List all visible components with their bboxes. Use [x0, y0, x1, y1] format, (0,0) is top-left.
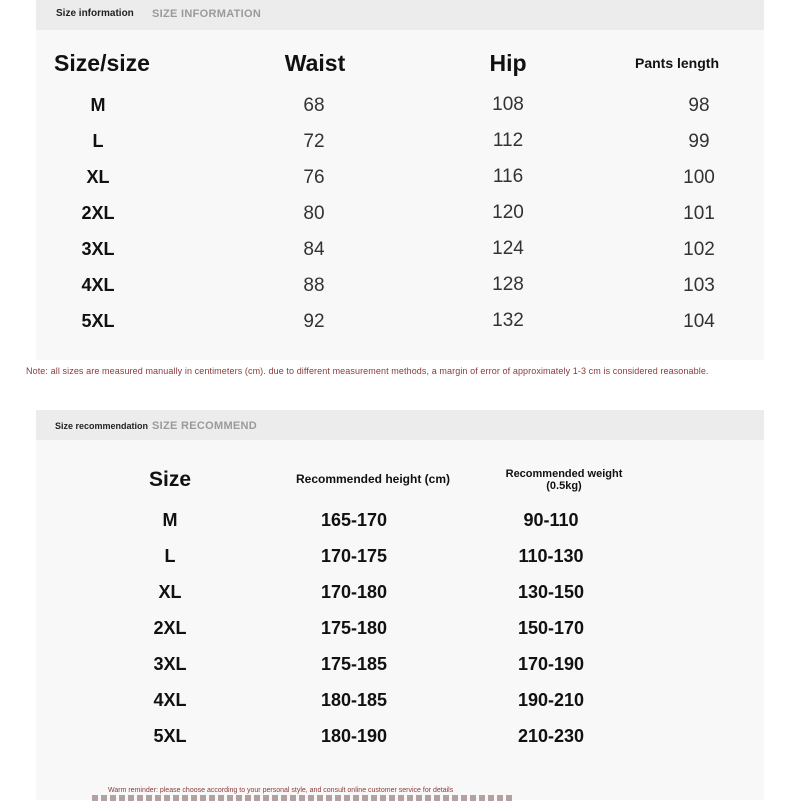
waist-cell: 72 [303, 131, 325, 152]
waist-cell: 68 [303, 95, 325, 116]
header-rec-height: Recommended height (cm) [295, 472, 451, 486]
rec-weight-cell: 90-110 [523, 510, 579, 530]
rec-size-cell: M [162, 510, 178, 530]
rec-height-cell: 170-180 [320, 582, 388, 602]
waist-cell: 76 [303, 167, 325, 188]
waist-cell: 80 [303, 203, 325, 224]
size-cell: 3XL [81, 239, 115, 259]
size-recommend-panel [36, 440, 764, 800]
size-cell: 2XL [81, 203, 115, 223]
rec-size-cell: 5XL [153, 726, 187, 746]
pants-length-cell: 100 [683, 167, 715, 188]
rec-weight-cell: 150-170 [517, 618, 585, 638]
size-recommend-label: Size recommendation [55, 421, 149, 431]
size-info-label: Size information [56, 8, 134, 19]
hip-cell: 132 [492, 310, 524, 331]
header-hip: Hip [489, 50, 527, 76]
hip-cell: 128 [492, 274, 524, 295]
size-cell: M [90, 95, 106, 115]
rec-height-cell: 180-190 [320, 726, 388, 746]
rec-height-cell: 175-185 [320, 654, 388, 674]
header-rec-size: Size [148, 468, 192, 491]
hip-cell: 112 [492, 130, 524, 151]
rec-size-cell: L [164, 546, 176, 566]
waist-cell: 92 [303, 311, 325, 332]
rec-weight-cell: 110-130 [518, 546, 584, 566]
measurement-note: Note: all sizes are measured manually in centimeters (cm). due to different measurement methods, a margin of error of approximately 1-3 cm is considered reasonable. [26, 366, 709, 376]
header-size: Size/size [54, 50, 150, 76]
size-info-label-en: SIZE INFORMATION [152, 8, 262, 20]
rec-size-cell: XL [158, 582, 182, 602]
rec-weight-cell: 170-190 [517, 654, 585, 674]
size-cell: 4XL [81, 275, 115, 295]
hip-cell: 108 [492, 94, 524, 115]
rec-weight-cell: 130-150 [517, 582, 585, 602]
pants-length-cell: 98 [688, 95, 710, 116]
header-rec-weight-line2: (0.5kg) [546, 480, 582, 492]
rec-height-cell: 175-180 [320, 618, 388, 638]
rec-weight-cell: 190-210 [517, 690, 585, 710]
waist-cell: 88 [303, 275, 325, 296]
header-pants-length: Pants length [634, 55, 720, 71]
rec-height-cell: 170-175 [320, 546, 388, 566]
rec-size-cell: 3XL [153, 654, 187, 674]
pants-length-cell: 103 [683, 275, 715, 296]
size-cell: XL [86, 167, 110, 187]
header-waist: Waist [284, 50, 346, 76]
pants-length-cell: 102 [683, 239, 715, 260]
rec-size-cell: 2XL [153, 618, 187, 638]
pants-length-cell: 101 [683, 203, 715, 224]
pants-length-cell: 104 [683, 311, 715, 332]
rec-height-cell: 180-185 [320, 690, 388, 710]
obscured-text-strip [92, 795, 512, 801]
size-cell: L [92, 131, 104, 151]
waist-cell: 84 [303, 239, 325, 260]
size-info-panel [36, 30, 764, 360]
size-info-band [36, 0, 764, 30]
pants-length-cell: 99 [688, 131, 710, 152]
warm-reminder: Warm reminder: please choose according to your personal style, and consult online customer service for details [108, 787, 454, 794]
header-rec-weight-line1: Recommended weight [505, 468, 623, 480]
rec-height-cell: 165-170 [320, 510, 388, 530]
size-recommend-band [36, 410, 764, 440]
size-recommend-label-en: SIZE RECOMMEND [152, 420, 258, 432]
size-cell: 5XL [81, 311, 115, 331]
hip-cell: 120 [492, 202, 524, 223]
hip-cell: 124 [492, 238, 524, 259]
rec-weight-cell: 210-230 [517, 726, 585, 746]
rec-size-cell: 4XL [153, 690, 187, 710]
hip-cell: 116 [492, 166, 524, 187]
